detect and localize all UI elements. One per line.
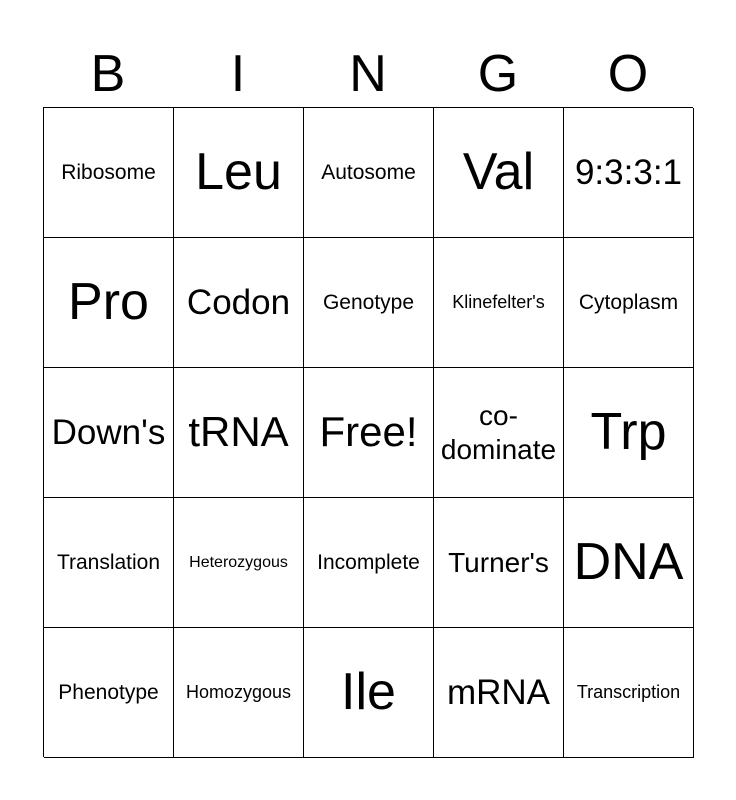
bingo-cell: Autosome — [304, 108, 434, 238]
bingo-cell: Klinefelter's — [434, 238, 564, 368]
header-letter-b: B — [90, 45, 126, 103]
bingo-header — [43, 40, 693, 108]
bingo-cell: Pro — [44, 238, 174, 368]
bingo-cell: Codon — [174, 238, 304, 368]
bingo-cell: Cytoplasm — [564, 238, 694, 368]
header-letter-o: O — [607, 45, 649, 103]
bingo-cell: Trp — [564, 368, 694, 498]
bingo-cell: Ile — [304, 628, 434, 758]
bingo-cell: Translation — [44, 498, 174, 628]
bingo-cell: 9:3:3:1 — [564, 108, 694, 238]
bingo-cell: Leu — [174, 108, 304, 238]
bingo-cell: tRNA — [174, 368, 304, 498]
bingo-cell: Heterozygous — [174, 498, 304, 628]
bingo-cell: Ribosome — [44, 108, 174, 238]
bingo-cell: mRNA — [434, 628, 564, 758]
bingo-cell: Transcription — [564, 628, 694, 758]
bingo-cell: Homozygous — [174, 628, 304, 758]
bingo-cell: Down's — [44, 368, 174, 498]
bingo-cell: DNA — [564, 498, 694, 628]
bingo-cell: co-dominate — [434, 368, 564, 498]
bingo-cell: Phenotype — [44, 628, 174, 758]
bingo-grid — [43, 107, 693, 757]
bingo-cell: Incomplete — [304, 498, 434, 628]
bingo-cell: Genotype — [304, 238, 434, 368]
header-letter-n: N — [349, 45, 387, 103]
bingo-cell: Val — [434, 108, 564, 238]
bingo-cell: Turner's — [434, 498, 564, 628]
header-letter-g: G — [477, 45, 519, 103]
header-letter-i: I — [230, 45, 246, 103]
free-space-cell: Free! — [304, 368, 434, 498]
